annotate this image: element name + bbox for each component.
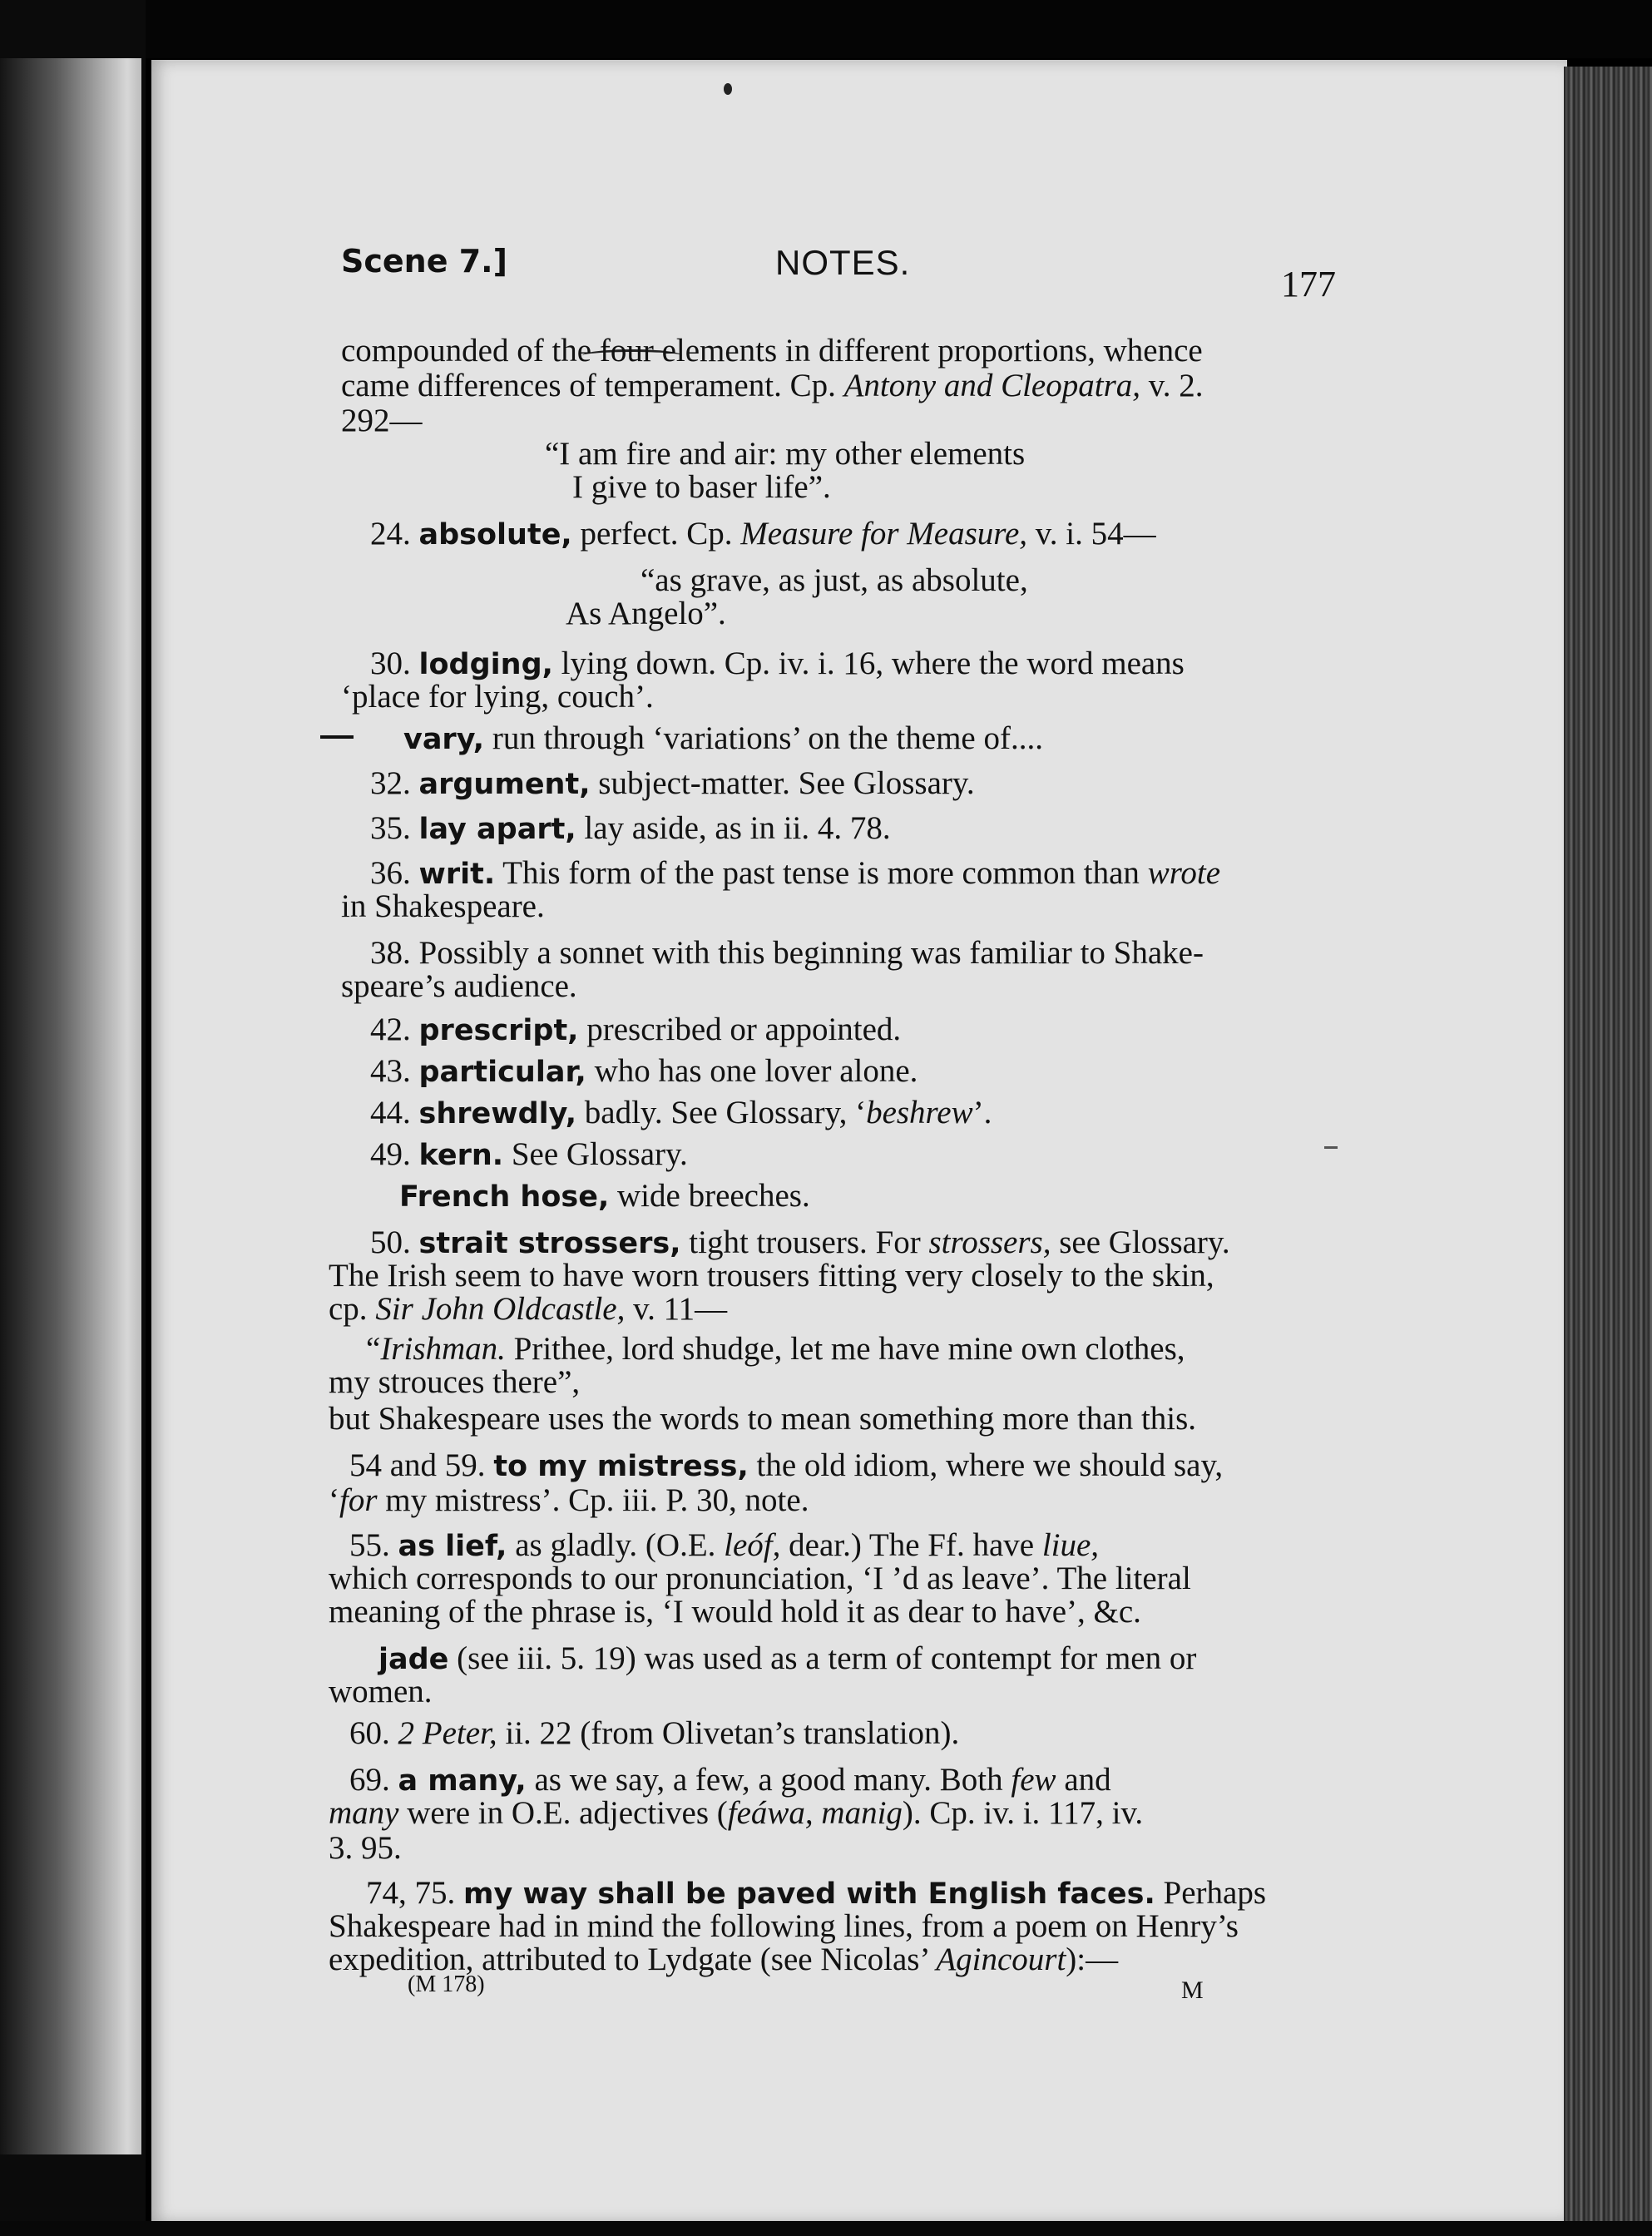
note-entry: 42. prescript, prescribed or appointed.	[370, 1012, 902, 1047]
facing-page-edge	[0, 58, 141, 2154]
note-entry: vary, run through ‘variations’ on the theme of....	[403, 720, 1043, 756]
note-entry: 69. a many, as we say, a few, a good many. Both few and	[349, 1762, 1111, 1798]
note-line: compounded of the four elements in different proportions, whence	[341, 333, 1203, 369]
running-head-scene: Scene 7.]	[341, 243, 507, 280]
note-entry: 44. shrewdly, badly. See Glossary, ‘beshrew’.	[370, 1095, 992, 1130]
note-line: The Irish seem to have worn trousers fitting very closely to the skin,	[329, 1258, 1214, 1294]
note-entry: 74, 75. my way shall be paved with English faces. Perhaps	[366, 1875, 1266, 1911]
note-entry: 24. absolute, perfect. Cp. Measure for Measure, v. i. 54—	[370, 516, 1156, 552]
stray-mark	[1324, 1146, 1338, 1149]
quotation-line: “I am fire and air: my other elements	[545, 436, 1026, 472]
note-line: which corresponds to our pronunciation, ‘I ’d as leave’. The literal	[329, 1561, 1191, 1596]
note-entry: 43. particular, who has one lover alone.	[370, 1053, 918, 1089]
note-line: many were in O.E. adjectives (feáwa, manig). Cp. iv. i. 117, iv.	[329, 1795, 1144, 1831]
note-entry: 36. writ. This form of the past tense is more common than wrote	[370, 855, 1221, 891]
note-entry: jade (see iii. 5. 19) was used as a term of contempt for men or	[378, 1640, 1197, 1676]
note-line: but Shakespeare uses the words to mean something more than this.	[329, 1401, 1197, 1437]
note-line: came differences of temperament. Cp. Antony and Cleopatra, v. 2.	[341, 368, 1204, 403]
note-entry: 60. 2 Peter, ii. 22 (from Olivetan’s translation).	[349, 1715, 960, 1751]
note-entry: 50. strait strossers, tight trousers. For strossers, see Glossary.	[370, 1224, 1230, 1260]
note-entry: 32. argument, subject-matter. See Glossary.	[370, 765, 975, 801]
scan-bottom-border	[0, 2221, 1652, 2236]
note-line: Shakespeare had in mind the following lines, from a poem on Henry’s	[329, 1908, 1239, 1944]
note-line: my strouces there”,	[329, 1364, 581, 1400]
note-entry: 30. lodging, lying down. Cp. iv. i. 16, where the word means	[370, 646, 1185, 681]
ink-speck	[724, 83, 732, 95]
note-dash	[320, 735, 354, 739]
note-line: ‘for my mistress’. Cp. iii. P. 30, note.	[329, 1482, 809, 1518]
page-stack-edges	[1564, 67, 1652, 2236]
quotation-line: “as grave, as just, as absolute,	[641, 562, 1028, 598]
note-entry: 35. lay apart, lay aside, as in ii. 4. 78.	[370, 810, 891, 846]
page-number: 177	[1281, 264, 1336, 304]
note-line: in Shakespeare.	[341, 888, 545, 924]
note-entry: French hose, wide breeches.	[399, 1178, 810, 1214]
note-line: cp. Sir John Oldcastle, v. 11—	[329, 1291, 728, 1327]
note-line: 292—	[341, 403, 423, 438]
note-line: women.	[329, 1674, 433, 1709]
note-line: expedition, attributed to Lydgate (see Nicolas’ Agincourt):—	[329, 1942, 1119, 1977]
running-head-title: NOTES.	[775, 243, 911, 282]
note-line: ‘place for lying, couch’.	[341, 679, 654, 715]
note-line: “Irishman. Prithee, lord shudge, let me have mine own clothes,	[366, 1331, 1185, 1367]
note-entry: 54 and 59. to my mistress, the old idiom, where we should say,	[349, 1447, 1224, 1483]
note-line: 3. 95.	[329, 1830, 402, 1866]
note-line: speare’s audience.	[341, 968, 577, 1004]
quotation-line: As Angelo”.	[566, 596, 726, 631]
scan-top-border	[0, 0, 1652, 58]
note-line: meaning of the phrase is, ‘I would hold it as dear to have’, &c.	[329, 1594, 1141, 1630]
note-entry: 49. kern. See Glossary.	[370, 1136, 688, 1172]
note-entry: 38. Possibly a sonnet with this beginning was familiar to Shake-	[370, 935, 1204, 971]
signature-mark: (M 178)	[408, 1971, 485, 1997]
signature-letter: M	[1181, 1976, 1204, 2004]
quotation-line: I give to baser life”.	[572, 469, 831, 505]
note-entry: 55. as lief, as gladly. (O.E. leóf, dear.) The Ff. have liue,	[349, 1527, 1100, 1563]
